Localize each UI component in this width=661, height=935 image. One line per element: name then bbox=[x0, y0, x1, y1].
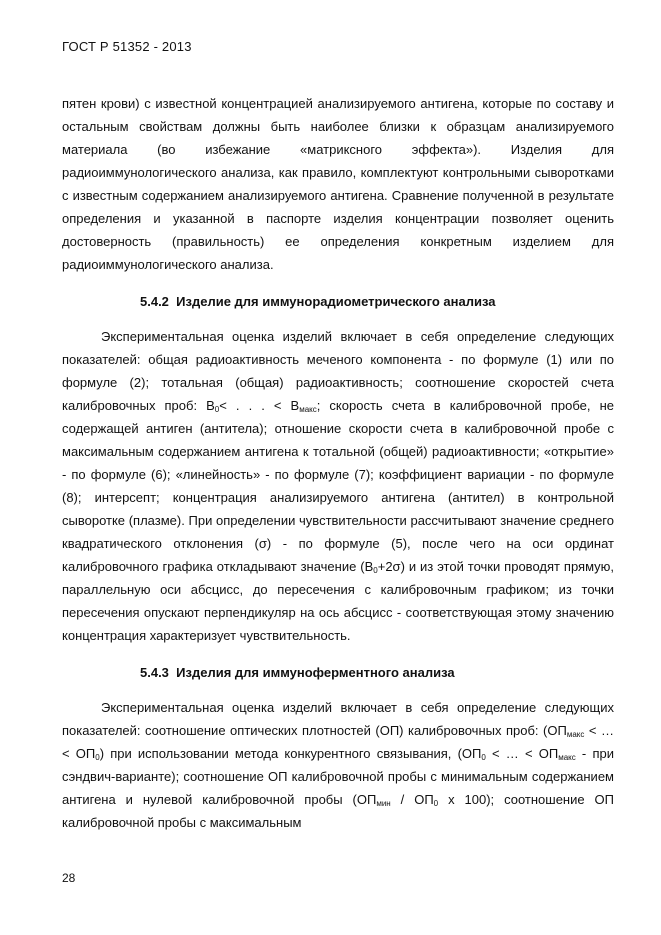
paragraph-continuation: пятен крови) с известной концентрацией анализируемого антигена, которые по составу и остальным свойствам должны быть наиболее близки к образцам анализируемого материала (во избежание «матриксного эффекта»). Изделия для радиоиммунологического анализа, как правило, комплектуют контрольными сыворотками с известным содержанием анализируемого антигена. Сравнение полученной в результате определения и указанной в паспорте изделия концентрации позволяет оценить достоверность (правильность) ее определения конкретным изделием для радиоиммунологического анализа. bbox=[62, 96, 614, 272]
section-heading-5-4-2 bbox=[62, 290, 614, 313]
text-run: < . . . < B bbox=[219, 398, 300, 413]
page-number: 28 bbox=[62, 871, 76, 885]
text-run: Экспериментальная оценка изделий включает в себя определение следующих показателей: соотношение оптических плотностей (ОП) калибровочных проб: (ОП bbox=[62, 700, 614, 738]
subscript: макс bbox=[558, 753, 576, 762]
subscript: 0 bbox=[373, 566, 378, 575]
section-number: 5.4.2 bbox=[140, 294, 169, 309]
text-run: х 100); соотношение ОП калибровочной пробы с максимальным bbox=[62, 792, 614, 830]
section-number: 5.4.3 bbox=[140, 665, 169, 680]
subscript: макс bbox=[299, 405, 317, 414]
text-run: / ОП bbox=[390, 792, 434, 807]
subscript: 0 bbox=[433, 799, 439, 808]
text-run: +2σ) и из этой точки проводят прямую, параллельную оси абсцисс, до пересечения с калибровочным графиком; из точки пересечения опускают перпендикуляр на ось абсцисс - соответствующая этому значению концентрация характеризует чувствительность. bbox=[62, 559, 615, 643]
section-title: Изделие для иммунорадиометрического анализа bbox=[176, 294, 496, 309]
document-header: ГОСТ Р 51352 - 2013 bbox=[62, 39, 192, 54]
text-run: Экспериментальная оценка изделий включает в себя определение следующих показателей: общая радиоактивность меченого компонента - по формуле (1) или по формуле (2); тотальная (общая) радиоактивность; соотношение скоростей счета калибровочных проб: B bbox=[62, 329, 614, 413]
paragraph-elisa bbox=[62, 696, 614, 834]
text-run: ) при использовании метода конкурентного связывания, (ОП bbox=[99, 746, 482, 761]
text-run: < … < ОП bbox=[62, 723, 614, 761]
text-run: ; скорость счета в калибровочной пробе, не содержащей антиген (антитела); отношение скорости счета в калибровочной пробе с максимальным содержанием антигена к тотальной (общей) радиоактивности; «открытие» - по формуле (6); «линейность» - по формуле (7); коэффициент вариации - по формуле (8); интерсепт; концентрация анализируемого антигена (антител) в контрольной сыворотке (плазме). При определении чувствительности рассчитывают значение среднего квадратического отклонения (σ) - по формуле (5), после чего на оси ординат калибровочного графика откладывают значение (B bbox=[62, 398, 614, 574]
text-run: - при сэндвич-варианте); соотношение ОП калибровочной пробы с минимальным содержанием антигена и нулевой калибровочной пробы (ОП bbox=[62, 746, 614, 807]
subscript: макс bbox=[566, 730, 585, 739]
paragraph-irma bbox=[62, 325, 614, 647]
document-body bbox=[62, 92, 614, 834]
subscript: 0 bbox=[481, 753, 486, 762]
text-run: < … < ОП bbox=[485, 746, 559, 761]
section-heading-5-4-3 bbox=[62, 661, 614, 684]
subscript: мин bbox=[376, 799, 391, 808]
subscript: 0 bbox=[214, 405, 220, 414]
subscript: 0 bbox=[95, 753, 100, 762]
section-title: Изделия для иммуноферментного анализа bbox=[176, 665, 455, 680]
